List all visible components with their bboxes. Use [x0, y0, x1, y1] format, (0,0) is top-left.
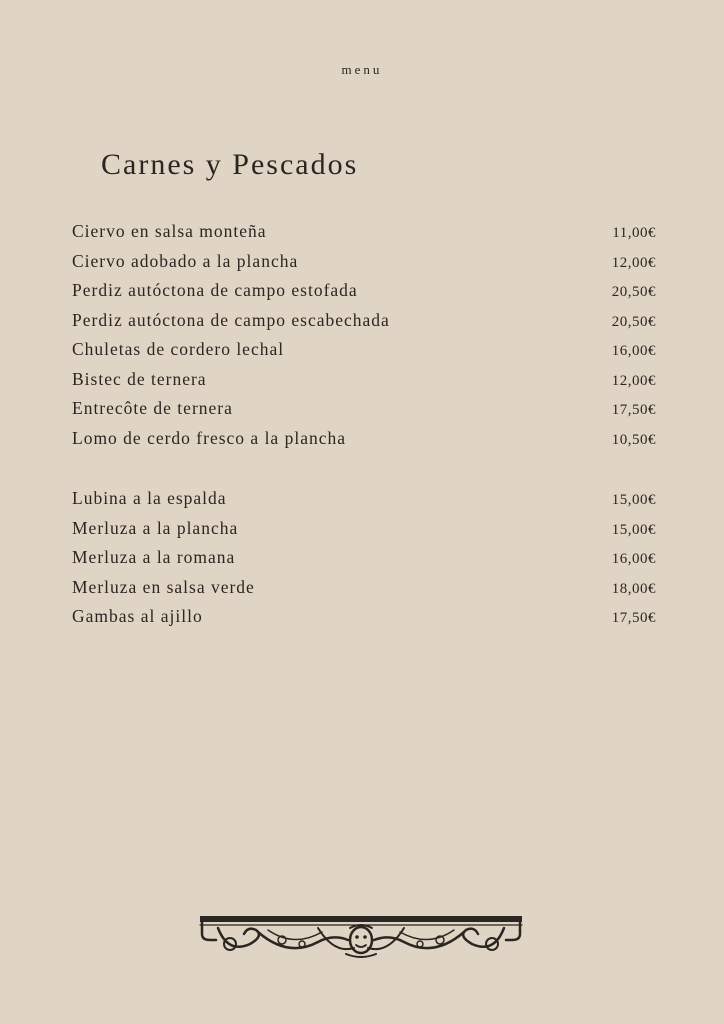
dish-name: Ciervo adobado a la plancha [72, 250, 299, 271]
menu-item [72, 398, 656, 428]
ornamental-scroll-icon [198, 914, 524, 960]
dish-price: 11,00€ [612, 225, 656, 241]
menu-item [72, 518, 656, 548]
section-title: Carnes y Pescados [101, 148, 359, 181]
dish-name: Perdiz autóctona de campo escabechada [72, 309, 390, 330]
dish-price: 16,00€ [611, 551, 656, 567]
dish-name: Lomo de cerdo fresco a la plancha [72, 427, 346, 448]
dish-name: Merluza en salsa verde [72, 576, 255, 597]
menu-item [72, 428, 656, 458]
dish-price: 20,50€ [611, 284, 656, 300]
menu-item [72, 251, 656, 281]
dish-name: Perdiz autóctona de campo estofada [72, 280, 358, 300]
dish-price: 10,50€ [611, 431, 656, 448]
menu-item [72, 369, 656, 399]
menu-item [72, 280, 656, 310]
menu-item [72, 310, 656, 340]
menu-item [72, 221, 656, 251]
dish-price: 12,00€ [611, 254, 656, 271]
menu-item [72, 339, 656, 369]
dish-name: Lubina a la espalda [72, 488, 227, 508]
dish-price: 15,00€ [611, 492, 656, 508]
fish-dishes-list [72, 488, 656, 636]
page-header: menu [341, 62, 383, 77]
dish-price: 16,00€ [611, 343, 656, 359]
menu-item [72, 547, 656, 577]
dish-name: Chuletas de cordero lechal [72, 339, 285, 359]
menu-item [72, 488, 656, 518]
dish-name: Merluza a la plancha [72, 517, 239, 538]
dish-price: 15,00€ [611, 521, 656, 538]
dish-price: 17,50€ [611, 610, 656, 626]
menu-item [72, 577, 656, 607]
dish-price: 17,50€ [611, 402, 656, 418]
dish-name: Ciervo en salsa monteña [72, 221, 267, 241]
dish-price: 18,00€ [611, 580, 656, 597]
meat-dishes-list [72, 221, 656, 457]
dish-price: 20,50€ [611, 313, 656, 330]
menu-item [72, 606, 656, 636]
dish-price: 12,00€ [611, 372, 656, 389]
dish-name: Merluza a la romana [72, 547, 236, 567]
dish-name: Entrecôte de ternera [72, 398, 233, 418]
dish-name: Gambas al ajillo [72, 606, 203, 626]
dish-name: Bistec de ternera [72, 368, 207, 389]
